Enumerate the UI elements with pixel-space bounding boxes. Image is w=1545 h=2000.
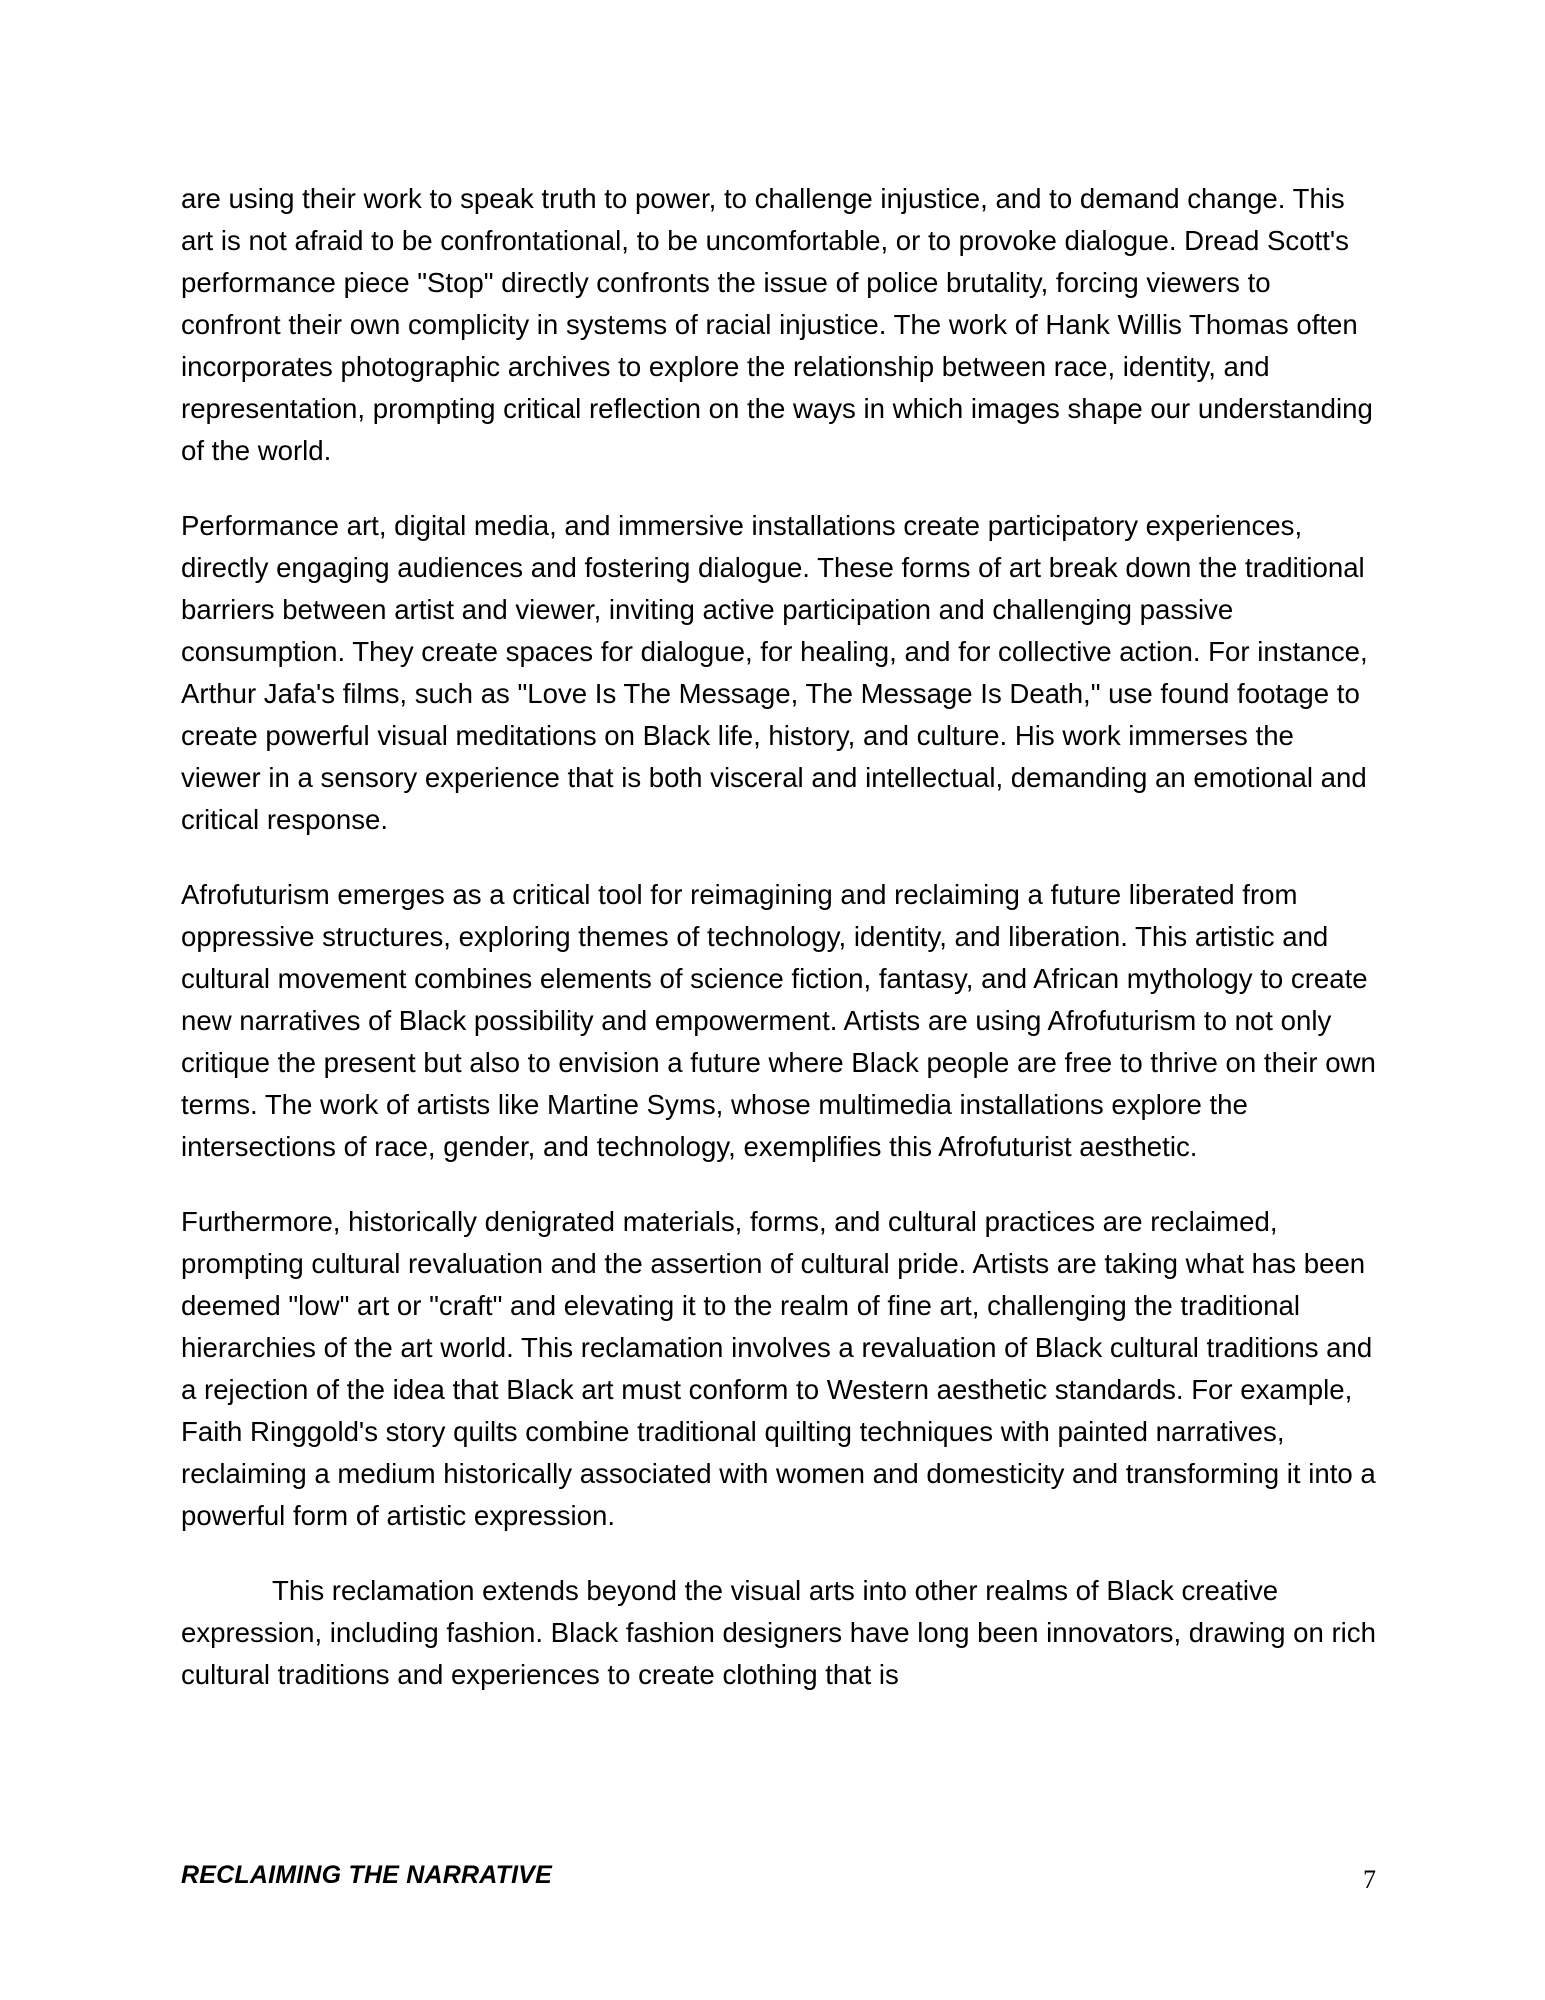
footer-running-title: RECLAIMING THE NARRATIVE [181, 1861, 552, 1889]
paragraph-1: are using their work to speak truth to power, to challenge injustice, and to demand change. This art is not afraid to be confrontational, to be uncomfortable, or to provoke dialogue. Dread Scott's performance piece "Stop" directly confronts the issue of police brutality, forcing viewers to confront their own complicity in systems of racial injustice. The work of Hank Willis Thomas often incorporates photographic archives to explore the relationship between race, identity, and representation, prompting critical reflection on the ways in which images shape our understanding of the world. [181, 183, 1373, 466]
paragraph-2: Performance art, digital media, and immersive installations create participatory experiences, directly engaging audiences and fostering dialogue. These forms of art break down the traditional barriers between artist and viewer, inviting active participation and challenging passive consumption. They create spaces for dialogue, for healing, and for collective action. For instance, Arthur Jafa's films, such as "Love Is The Message, The Message Is Death," use found footage to create powerful visual meditations on Black life, history, and culture. His work immerses the viewer in a sensory experience that is both visceral and intellectual, demanding an emotional and critical response. [181, 510, 1368, 835]
paragraph-3: Afrofuturism emerges as a critical tool for reimagining and reclaiming a future liberated from oppressive structures, exploring themes of technology, identity, and liberation. This artistic and cultural movement combines elements of science fiction, fantasy, and African mythology to create new narratives of Black possibility and empowerment. Artists are using Afrofuturism to not only critique the present but also to envision a future where Black people are free to thrive on their own terms. The work of artists like Martine Syms, whose multimedia installations explore the intersections of race, gender, and technology, exemplifies this Afrofuturist aesthetic. [181, 879, 1376, 1162]
paragraph-5: This reclamation extends beyond the visual arts into other realms of Black creative expression, including fashion. Black fashion designers have long been innovators, drawing on rich cultural traditions and experiences to create clothing that is [181, 1575, 1376, 1690]
paragraph-4: Furthermore, historically denigrated materials, forms, and cultural practices are reclaimed, prompting cultural revaluation and the assertion of cultural pride. Artists are taking what has been deemed "low" art or "craft" and elevating it to the realm of fine art, challenging the traditional hierarchies of the art world. This reclamation involves a revaluation of Black cultural traditions and a rejection of the idea that Black art must conform to Western aesthetic standards. For example, Faith Ringgold's story quilts combine traditional quilting techniques with painted narratives, reclaiming a medium historically associated with women and domesticity and transforming it into a powerful form of artistic expression. [181, 1206, 1376, 1531]
body-text [181, 178, 1376, 1729]
page-number: 7 [1363, 1865, 1376, 1894]
